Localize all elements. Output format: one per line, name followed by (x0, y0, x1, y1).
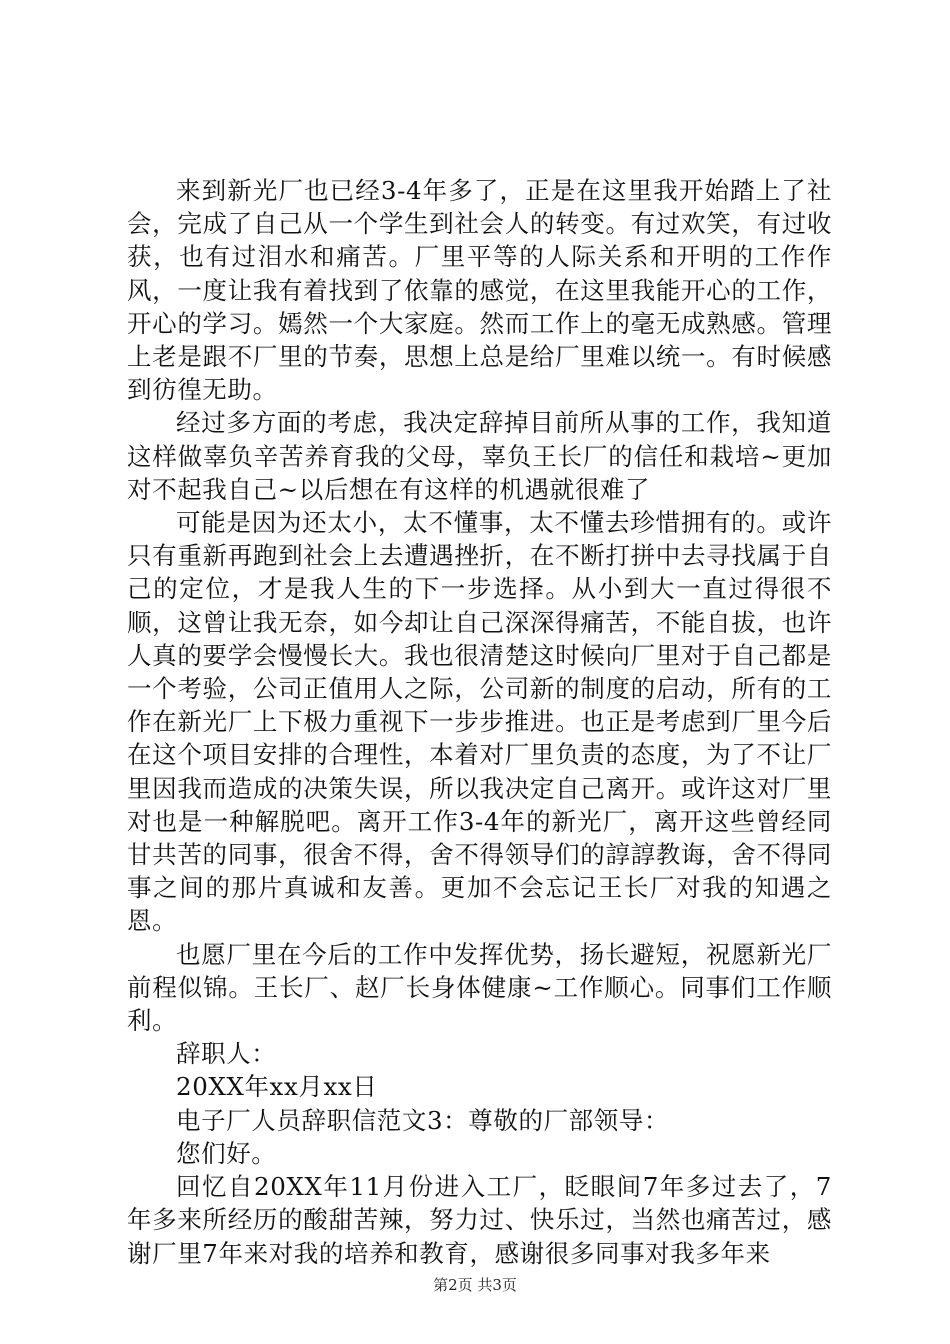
document-body (127, 174, 832, 1270)
page-footer: 第2页 共3页 (433, 1276, 517, 1294)
paragraph-3: 可能是因为还太小，太不懂事，太不懂去珍惜拥有的。或许只有重新再跑到社会上去遭遇挫折，在不断打拼中去寻找属于自己的定位，才是我人生的下一步选择。从小到大一直过得很不顺，这曾让我无奈，如今却让自己深深得痛苦，不能自拔，也许人真的要学会慢慢长大。我也很清楚这时候向厂里对于自己都是一个考验，公司正值用人之际，公司新的制度的启动，所有的工作在新光厂上下极力重视下一步步推进。也正是考虑到厂里今后在这个项目安排的合理性，本着对厂里负责的态度，为了不让厂里因我而造成的决策失误，所以我决定自己离开。或许这对厂里对也是一种解脱吧。离开工作3-4年的新光厂，离开这些曾经同甘共苦的同事，很舍不得，舍不得领导们的諄諄教诲，舍不得同事之间的那片真诚和友善。更加不会忘记王长厂对我的知遇之恩。 (127, 508, 832, 936)
paragraph-1: 来到新光厂也已经3-4年多了，正是在这里我开始踏上了社会，完成了自己从一个学生到社会人的转变。有过欢笑，有过收获，也有过泪水和痛苦。厂里平等的人际关系和开明的工作作风，一度让我有着找到了依靠的感觉，在这里我能开心的工作，开心的学习。嫣然一个大家庭。然而工作上的毫无成熟感。管理上老是跟不厂里的节奏，思想上总是给厂里难以统一。有时候感到彷徨无助。 (127, 176, 832, 405)
paragraph-last: 回忆自20XX年11月份进入工厂，眨眼间7年多过去了，7年多来所经历的酸甜苦辣，努力过、快乐过，当然也痛苦过，感谢厂里7年来对我的培养和教育，感谢很多同事对我多年来 (127, 1172, 832, 1268)
paragraph-2: 经过多方面的考虑，我决定辞掉目前所从事的工作，我知道这样做辜负辛苦养育我的父母，辜负王长厂的信任和栽培~更加对不起我自己~以后想在有这样的机遇就很难了 (127, 408, 832, 504)
signature-label: 辞职人： (176, 1039, 277, 1069)
date-line: 20XX年xx月xx日 (176, 1072, 378, 1102)
paragraph-4: 也愿厂里在今后的工作中发挥优势，扬长避短，祝愿新光厂前程似锦。王长厂、赵厂长身体健康~工作顺心。同事们工作顺利。 (127, 939, 832, 1036)
sample-heading: 电子厂人员辞职信范文3：尊敬的厂部领导： (176, 1105, 670, 1135)
greeting: 您们好。 (176, 1138, 277, 1168)
